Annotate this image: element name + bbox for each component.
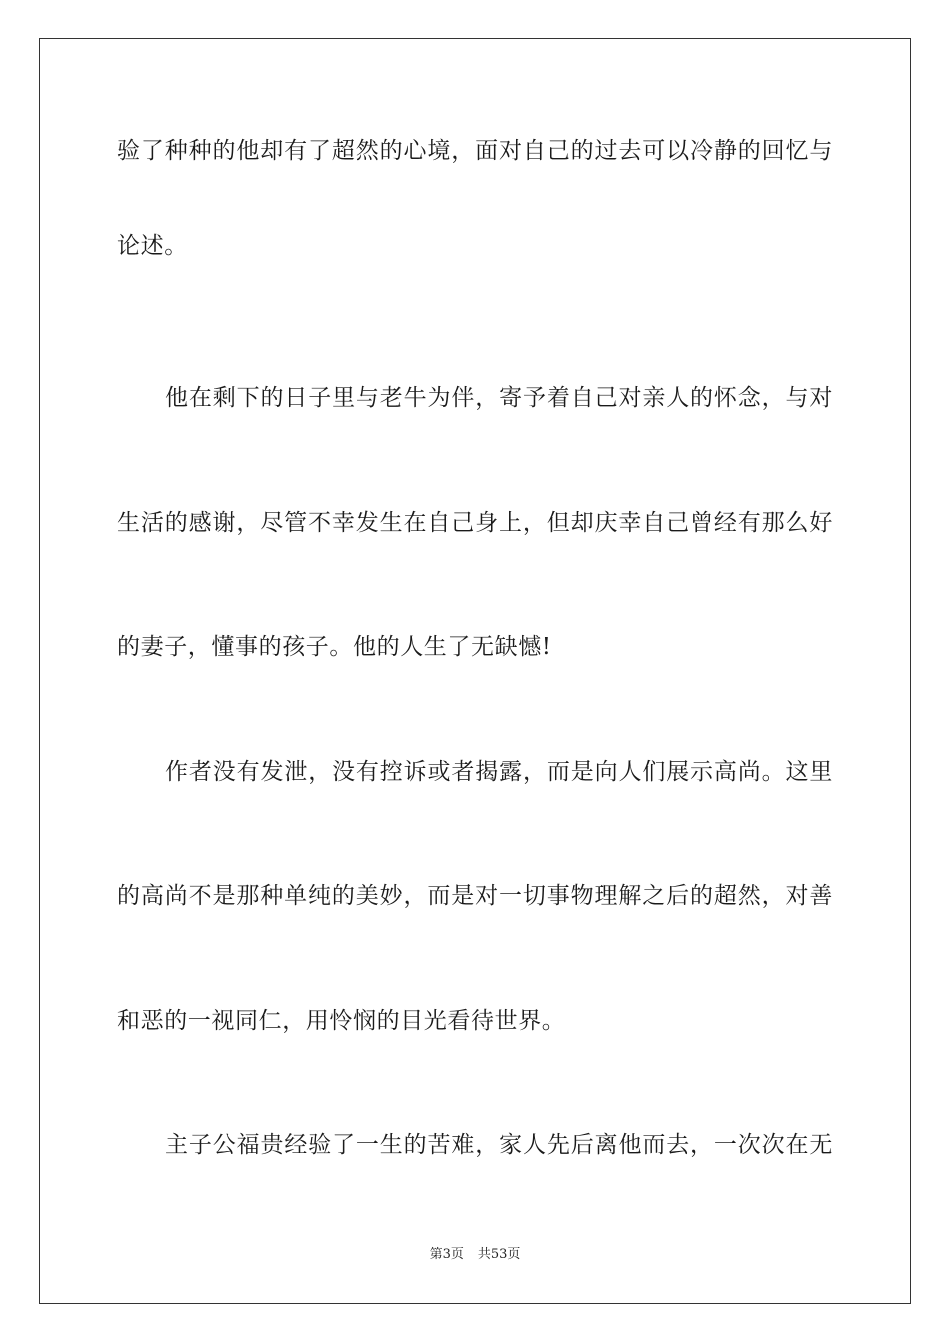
- text-line-7: 的高尚不是那种单纯的美妙，而是对一切事物理解之后的超然，对善: [117, 883, 833, 909]
- page-number-total: 共53页: [477, 1247, 521, 1262]
- page-footer: [0, 1246, 950, 1264]
- page-border: [39, 38, 911, 1304]
- page-number-current: 第3页: [429, 1247, 464, 1262]
- text-line-5: 的妻子，懂事的孩子。他的人生了无缺憾!: [117, 634, 552, 660]
- text-line-6: 作者没有发泄，没有控诉或者揭露，而是向人们展示高尚。这里: [165, 759, 833, 785]
- text-line-2: 论述。: [117, 233, 188, 259]
- text-line-3: 他在剩下的日子里与老牛为伴，寄予着自己对亲人的怀念，与对: [165, 385, 833, 411]
- text-line-8: 和恶的一视同仁，用怜悯的目光看待世界。: [117, 1008, 566, 1034]
- text-line-1: 验了种种的他却有了超然的心境，面对自己的过去可以冷静的回忆与: [117, 138, 833, 164]
- text-line-4: 生活的感谢，尽管不幸发生在自己身上，但却庆幸自己曾经有那么好: [117, 510, 833, 536]
- text-line-9: 主子公福贵经验了一生的苦难，家人先后离他而去，一次次在无: [165, 1132, 833, 1158]
